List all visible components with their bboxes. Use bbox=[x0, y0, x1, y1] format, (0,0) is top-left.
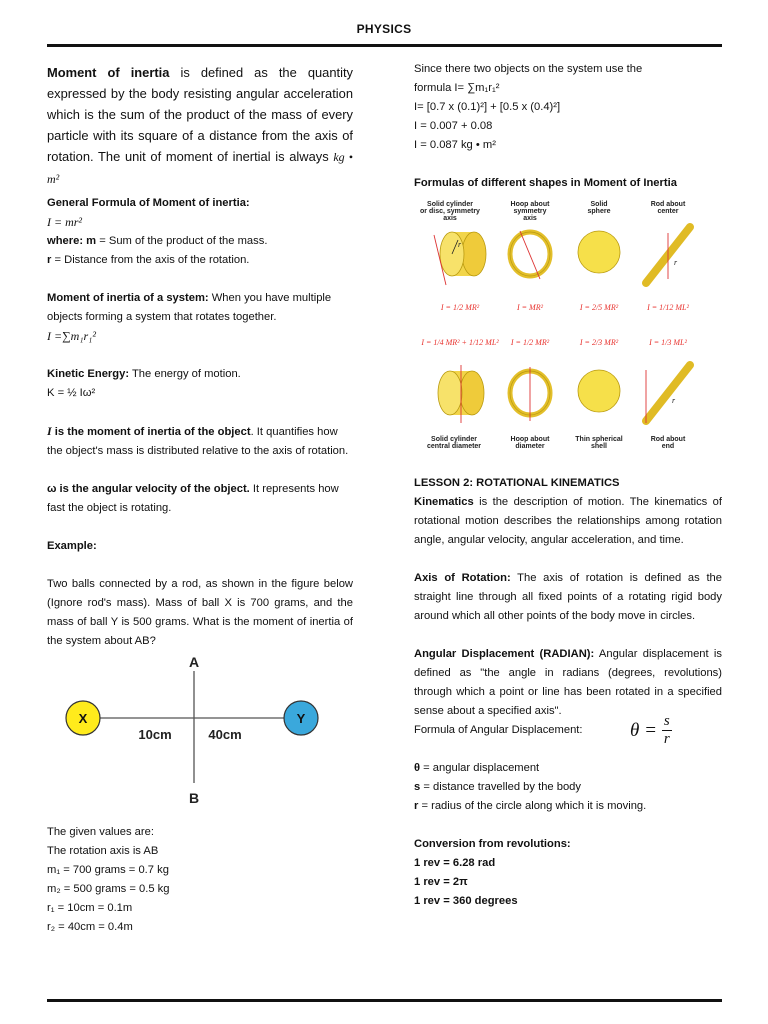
conversion-line: 1 rev = 6.28 rad bbox=[414, 857, 496, 869]
r-line: r = Distance from the axis of the rotation. bbox=[47, 254, 250, 266]
system-formula: I =∑m₁r₁² bbox=[47, 329, 96, 343]
inertia-formula: I = 1/3 ML² bbox=[649, 338, 687, 347]
header-rule bbox=[47, 44, 722, 47]
intro-paragraph: Moment of inertia is defined as the quantity expressed by the body resisting angular acceleration which is the sum of the product of the mass of every particle with its square of a distance from the axis of rotation. The unit of moment of inertial is always kg • m² bbox=[47, 65, 354, 186]
two-ball-diagram bbox=[47, 655, 353, 810]
inertia-formula: I = 2/3 MR² bbox=[579, 338, 619, 347]
ball-x-label: X bbox=[78, 711, 88, 726]
omega-description: ω is the angular velocity of the object. It represents how fast the object is rotating. bbox=[47, 483, 339, 514]
shape-label: symmetry bbox=[513, 208, 547, 215]
solution-line: Since there two objects on the system use the bbox=[414, 63, 643, 75]
svg-text:r: r bbox=[458, 240, 462, 249]
inertia-formula: I = 1/4 MR² + 1/12 ML² bbox=[421, 338, 499, 347]
example-text: Two balls connected by a rod, as shown in the figure below (Ignore rod's mass). Mass of ball X is 700 grams, and the mass of ball Y is 500 grams. What is the moment of inertia of the system about AB? bbox=[47, 578, 353, 647]
shape-label: Rod about bbox=[650, 436, 686, 443]
kinematics-paragraph: Kinematics is the description of motion. The kinematics of rotational motion describes the relationships among rotation angle, angular velocity, angular acceleration, and time. bbox=[414, 496, 722, 546]
conversion-line: 1 rev = 360 degrees bbox=[414, 895, 518, 907]
inertia-formula: I = 1/2 MR² bbox=[440, 303, 480, 312]
system-paragraph: Moment of inertia of a system: When you have multiple objects forming a system that rotates together. bbox=[47, 292, 332, 323]
shape-label: Hoop about bbox=[510, 436, 550, 443]
ball-y-label: Y bbox=[296, 711, 306, 726]
shape-label: sphere bbox=[587, 208, 611, 215]
conversion-line: 1 rev = 2π bbox=[414, 876, 468, 888]
shape-label: Solid cylinder bbox=[427, 201, 473, 208]
formulas-heading: Formulas of different shapes in Moment of Inertia bbox=[414, 177, 677, 189]
shape-label: Solid cylinder bbox=[431, 436, 477, 443]
inertia-formula: I = MR² bbox=[516, 303, 544, 312]
rod-end-icon bbox=[646, 365, 690, 423]
axis-label-b: B bbox=[188, 790, 200, 806]
hoop-icon bbox=[510, 231, 550, 279]
shape-label: Hoop about bbox=[510, 201, 550, 208]
angular-formula: θ = $\frac{s}{r}$ bbox=[630, 713, 670, 747]
page-header: PHYSICS bbox=[356, 22, 412, 36]
conversion-heading: Conversion from revolutions: bbox=[414, 838, 571, 850]
inertia-formula: I = 1/2 MR² bbox=[510, 338, 550, 347]
lesson-heading: LESSON 2: ROTATIONAL KINEMATICS bbox=[414, 477, 620, 489]
angular-formula-label: Formula of Angular Displacement: bbox=[414, 724, 583, 736]
svg-text:r: r bbox=[674, 258, 678, 267]
angular-paragraph: Angular Displacement (RADIAN): Angular displacement is defined as "the angle in radians (degrees, revolutions) through which a point or line has been rotated in a specified sense about a specified axis". bbox=[414, 648, 722, 717]
definition-line: s = distance travelled by the body bbox=[414, 781, 582, 793]
axis-label-a: A bbox=[188, 655, 200, 670]
shape-label: central diameter bbox=[426, 443, 482, 450]
given-line: r₁ = 10cm = 0.1m bbox=[47, 902, 133, 914]
shape-label: axis bbox=[443, 215, 457, 222]
shape-label: center bbox=[657, 208, 679, 215]
shape-label: Rod about bbox=[650, 201, 686, 208]
given-line: r₂ = 40cm = 0.4m bbox=[47, 921, 133, 933]
angular-formula-row bbox=[414, 713, 722, 747]
where-line: where: m = Sum of the product of the mass. bbox=[47, 235, 268, 247]
given-line: The given values are: bbox=[47, 826, 154, 838]
shape-label: or disc, symmetry bbox=[420, 208, 480, 215]
distance-1: 10cm bbox=[138, 727, 172, 742]
rod-center-icon bbox=[646, 227, 690, 283]
hoop-diameter-icon bbox=[510, 367, 550, 421]
solution-line: I = 0.087 kg • m² bbox=[414, 139, 496, 151]
given-line: The rotation axis is AB bbox=[47, 845, 159, 857]
kinetic-paragraph: Kinetic Energy: The energy of motion. bbox=[47, 368, 241, 380]
distance-2: 40cm bbox=[208, 727, 242, 742]
inertia-formula: I = 2/5 MR² bbox=[579, 303, 619, 312]
shape-label: end bbox=[661, 443, 675, 450]
right-column bbox=[414, 60, 722, 911]
footer-rule bbox=[47, 999, 722, 1002]
inertia-formula: I = 1/12 ML² bbox=[647, 303, 689, 312]
shape-label: axis bbox=[523, 215, 537, 222]
solution-line: I= [0.7 x (0.1)²] + [0.5 x (0.4)²] bbox=[414, 101, 561, 113]
given-line: m₁ = 700 grams = 0.7 kg bbox=[47, 864, 169, 876]
inertia-shapes-figure bbox=[406, 195, 706, 455]
given-line: m₂ = 500 grams = 0.5 kg bbox=[47, 883, 170, 895]
solid-sphere-icon bbox=[578, 231, 620, 273]
example-heading: Example: bbox=[47, 540, 97, 552]
inertia-description: I is the moment of inertia of the object. It quantifies how the object's mass is distributed relative to the axis of rotation. bbox=[47, 424, 349, 457]
kinetic-formula: K = ½ Iω² bbox=[47, 387, 96, 399]
spherical-shell-icon bbox=[578, 370, 620, 412]
shape-label: shell bbox=[591, 443, 607, 450]
solid-cylinder-icon bbox=[434, 232, 486, 285]
solution-line: I = 0.007 + 0.08 bbox=[414, 120, 493, 132]
shape-label: diameter bbox=[515, 443, 545, 450]
general-formula: I = mr² bbox=[47, 215, 83, 229]
general-formula-heading: General Formula of Moment of inertia: bbox=[47, 197, 250, 209]
axis-paragraph: Axis of Rotation: The axis of rotation is defined as the straight line through all fixed points of a rotating rigid body around which all other points of the body move in circles. bbox=[414, 572, 722, 622]
shape-label: Solid bbox=[590, 201, 608, 208]
definition-line: θ = angular displacement bbox=[414, 762, 540, 774]
left-column bbox=[47, 62, 353, 937]
cylinder-diameter-icon bbox=[438, 365, 484, 423]
svg-text:r: r bbox=[672, 396, 676, 405]
solution-line: formula I= ∑m₁r₁² bbox=[414, 82, 500, 94]
shape-label: Thin spherical bbox=[575, 436, 623, 443]
definition-line: r = radius of the circle along which it is moving. bbox=[414, 800, 647, 812]
